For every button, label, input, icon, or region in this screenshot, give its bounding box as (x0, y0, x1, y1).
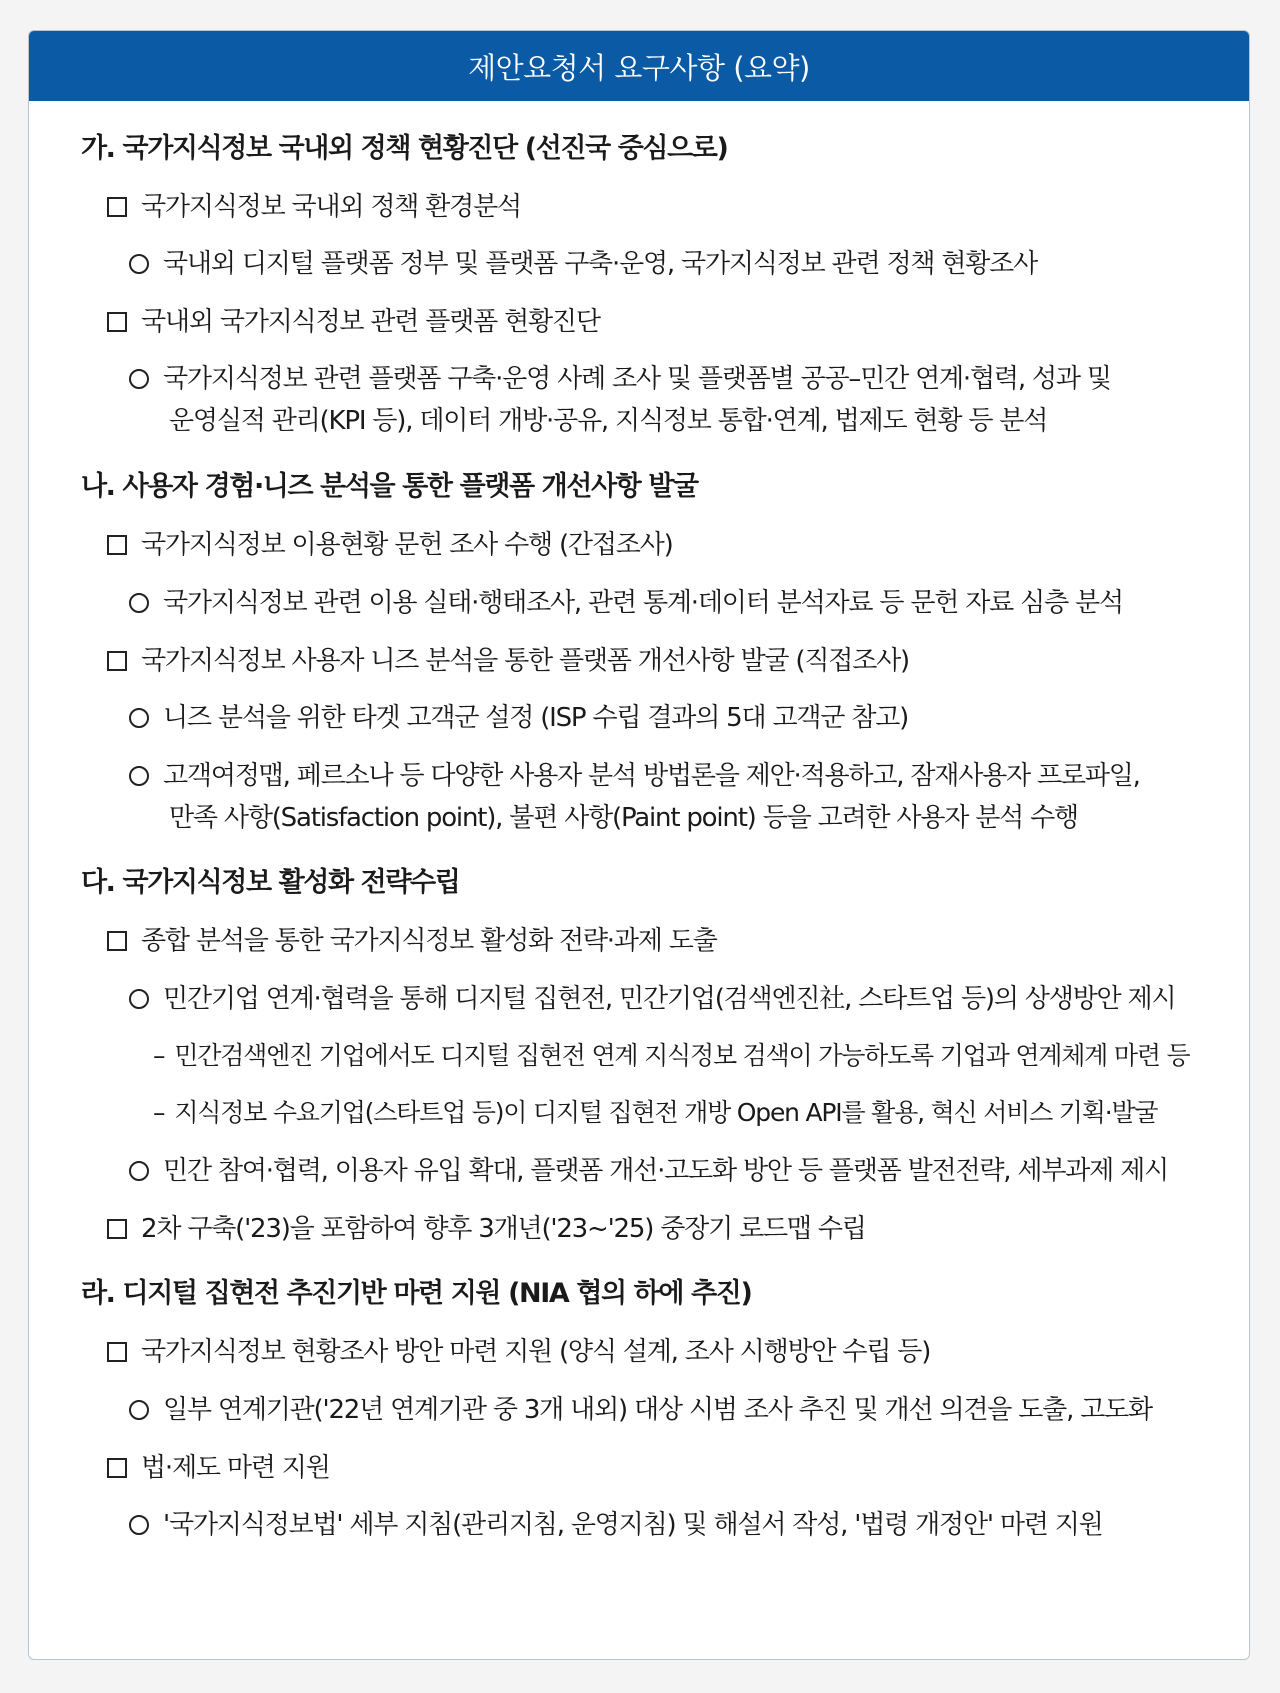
circle-bullet-icon (129, 766, 149, 786)
square-bullet-icon (107, 535, 127, 555)
list-item-continuation: 만족 사항(Satisfaction point), 불편 사항(Paint point) 등을 고려한 사용자 분석 수행 (169, 803, 1078, 833)
box-title: 제안요청서 요구사항 (요약) (29, 31, 1249, 101)
dash-bullet-icon: – (153, 1041, 165, 1070)
section-heading: 다. 국가지식정보 활성화 전략수립 (81, 867, 460, 898)
list-item: 종합 분석을 통한 국가지식정보 활성화 전략·과제 도출 (107, 923, 717, 959)
circle-bullet-icon (129, 593, 149, 613)
section-heading: 라. 디지털 집현전 추진기반 마련 지원 (NIA 협의 하에 추진) (81, 1278, 752, 1309)
list-item: 고객여정맵, 페르소나 등 다양한 사용자 분석 방법론을 제안·적용하고, 잠재사용자 프로파일, (129, 758, 1140, 794)
requirements-box (28, 30, 1250, 1660)
circle-bullet-icon (129, 1161, 149, 1181)
circle-bullet-icon (129, 254, 149, 274)
list-item: 법·제도 마련 지원 (107, 1450, 330, 1486)
square-bullet-icon (107, 1342, 127, 1362)
circle-bullet-icon (129, 369, 149, 389)
list-item: 국가지식정보 이용현황 문헌 조사 수행 (간접조사) (107, 527, 673, 563)
list-item: 니즈 분석을 위한 타겟 고객군 설정 (ISP 수립 결과의 5대 고객군 참고) (129, 700, 908, 736)
sub-list-item: – 민간검색엔진 기업에서도 디지털 집현전 연계 지식정보 검색이 가능하도록 기업과 연계체계 마련 등 (153, 1038, 1189, 1074)
square-bullet-icon (107, 312, 127, 332)
circle-bullet-icon (129, 1515, 149, 1535)
square-bullet-icon (107, 651, 127, 671)
list-item-continuation: 운영실적 관리(KPI 등), 데이터 개방·공유, 지식정보 통합·연계, 법제도 현황 등 분석 (169, 406, 1048, 436)
sub-list-item: – 지식정보 수요기업(스타트업 등)이 디지털 집현전 개방 Open API를 활용, 혁신 서비스 기획·발굴 (153, 1095, 1157, 1131)
dash-bullet-icon: – (153, 1098, 165, 1127)
circle-bullet-icon (129, 708, 149, 728)
list-item: 민간기업 연계·협력을 통해 디지털 집현전, 민간기업(검색엔진社, 스타트업 등)의 상생방안 제시 (129, 981, 1175, 1017)
list-item: 국가지식정보 관련 이용 실태·행태조사, 관련 통계·데이터 분석자료 등 문헌 자료 심층 분석 (129, 585, 1123, 621)
list-item: '국가지식정보법' 세부 지침(관리지침, 운영지침) 및 해설서 작성, '법령 개정안' 마련 지원 (129, 1507, 1103, 1543)
square-bullet-icon (107, 931, 127, 951)
list-item: 국내외 디지털 플랫폼 정부 및 플랫폼 구축·운영, 국가지식정보 관련 정책 현황조사 (129, 246, 1037, 282)
list-item: 일부 연계기관('22년 연계기관 중 3개 내외) 대상 시범 조사 추진 및 개선 의견을 도출, 고도화 (129, 1392, 1152, 1428)
square-bullet-icon (107, 1458, 127, 1478)
circle-bullet-icon (129, 989, 149, 1009)
section-heading: 가. 국가지식정보 국내외 정책 현황진단 (선진국 중심으로) (81, 133, 728, 164)
list-item: 국가지식정보 국내외 정책 환경분석 (107, 189, 521, 225)
list-item: 민간 참여·협력, 이용자 유입 확대, 플랫폼 개선·고도화 방안 등 플랫폼 발전전략, 세부과제 제시 (129, 1153, 1168, 1189)
circle-bullet-icon (129, 1400, 149, 1420)
list-item: 2차 구축('23)을 포함하여 향후 3개년('23~'25) 중장기 로드맵 수립 (107, 1211, 866, 1247)
square-bullet-icon (107, 197, 127, 217)
list-item: 국내외 국가지식정보 관련 플랫폼 현황진단 (107, 304, 600, 340)
list-item: 국가지식정보 관련 플랫폼 구축·운영 사례 조사 및 플랫폼별 공공–민간 연계·협력, 성과 및 (129, 361, 1111, 397)
square-bullet-icon (107, 1219, 127, 1239)
list-item: 국가지식정보 현황조사 방안 마련 지원 (양식 설계, 조사 시행방안 수립 등) (107, 1334, 930, 1370)
list-item: 국가지식정보 사용자 니즈 분석을 통한 플랫폼 개선사항 발굴 (직접조사) (107, 643, 909, 679)
section-heading: 나. 사용자 경험·니즈 분석을 통한 플랫폼 개선사항 발굴 (81, 471, 698, 502)
